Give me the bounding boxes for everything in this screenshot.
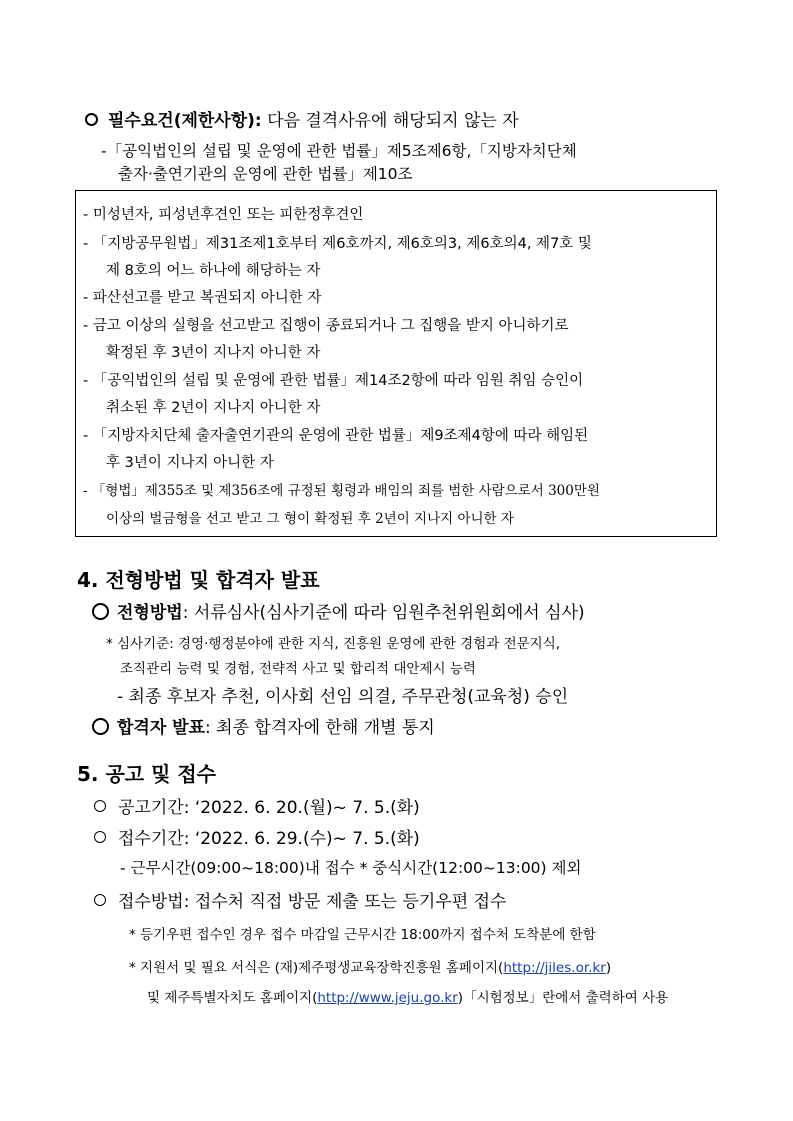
- criteria-line1: * 심사기준: 경영·행정분야에 관한 지식, 진흥원 운영에 관한 경험과 전문지식,: [106, 636, 561, 652]
- box-item-1: - 미성년자, 피성년후견인 또는 피한정후견인: [83, 207, 364, 223]
- circle-bullet-icon: [94, 894, 106, 906]
- requirements-heading: [85, 106, 519, 131]
- box-item-4-cont: 확정된 후 3년이 지나지 아니한 자: [106, 345, 321, 361]
- selection-method: [92, 598, 585, 623]
- work-hours-line: - 근무시간(09:00~18:00)내 접수 * 중식시간(12:00~13:00) 제외: [120, 859, 582, 877]
- section4-heading: 4. 전형방법 및 합격자 발표: [77, 568, 320, 592]
- result-announcement-label: 합격자 발표: [117, 718, 206, 738]
- note-jeju-text: 및 제주특별자치도 홈페이지(: [147, 990, 318, 1006]
- receipt-method-text: 접수방법: 접수처 직접 방문 제출 또는 등기우편 접수: [118, 892, 507, 912]
- law-reference-line2: 출자·출연기관의 운영에 관한 법률」제10조: [118, 165, 413, 183]
- box-item-2-cont: 제 8호의 어느 하나에 해당하는 자: [106, 263, 321, 279]
- final-approval-line: - 최종 후보자 추천, 이사회 선임 의결, 주무관청(교육청) 승인: [117, 687, 569, 707]
- box-item-5-cont: 취소된 후 2년이 지나지 아니한 자: [106, 400, 321, 416]
- box-item-2: - 「지방공무원법」제31조제1호부터 제6호까지, 제6호의3, 제6호의4, 제7호 및: [83, 236, 592, 252]
- box-item-5: - 「공익법인의 설립 및 운영에 관한 법률」제14조2항에 따라 임원 취임 승인이: [83, 373, 584, 389]
- notice-period: [94, 793, 420, 818]
- note-registered-mail: * 등기우편 접수인 경우 접수 마감일 근무시간 18:00까지 접수처 도착분에 한함: [129, 927, 596, 943]
- result-announcement: [92, 713, 435, 738]
- selection-method-text: : 서류심사(심사기준에 따라 임원추천위원회에서 심사): [182, 603, 585, 623]
- requirements-text: 다음 결격사유에 해당되지 않는 자: [261, 111, 519, 131]
- receipt-period-text: 접수기간: ‘2022. 6. 29.(수)~ 7. 5.(화): [118, 829, 420, 849]
- circle-bullet-icon: [92, 603, 109, 620]
- note-forms: [129, 956, 611, 976]
- requirements-label: 필수요건(제한사항):: [108, 111, 262, 131]
- law-reference-line1: -「공익법인의 설립 및 운영에 관한 법률」제5조제6항,「지방자치단체: [101, 142, 577, 160]
- notice-period-text: 공고기간: ‘2022. 6. 20.(월)~ 7. 5.(화): [118, 798, 420, 818]
- receipt-method: [94, 887, 506, 912]
- note-forms-text: * 지원서 및 필요 서식은 (재)제주평생교육장학진흥원 홈페이지(: [129, 960, 504, 976]
- note-jeju: [147, 986, 668, 1006]
- circle-bullet-icon: [94, 831, 106, 843]
- section5-heading: 5. 공고 및 접수: [77, 762, 217, 786]
- jeju-link[interactable]: http://www.jeju.go.kr: [317, 990, 458, 1006]
- circle-bullet-icon: [94, 800, 106, 812]
- box-item-3: - 파산선고를 받고 복권되지 아니한 자: [83, 290, 322, 306]
- box-item-7: - 「형법」제355조 및 제356조에 규정된 횡령과 배임의 죄를 범한 사람으로서 300만원: [83, 483, 600, 499]
- box-item-6-cont: 후 3년이 지나지 아니한 자: [106, 455, 274, 471]
- criteria-line2: 조직관리 능력 및 경험, 전략적 사고 및 합리적 대안제시 능력: [120, 661, 476, 677]
- circle-bullet-icon: [85, 113, 98, 126]
- note-jeju-tail: )「시험정보」란에서 출력하여 사용: [457, 990, 669, 1006]
- jiles-link[interactable]: http://jiles.or.kr: [503, 960, 606, 976]
- receipt-period: [94, 824, 420, 849]
- box-item-7-cont: 이상의 벌금형을 선고 받고 그 형이 확정된 후 2년이 지나지 아니한 자: [106, 511, 514, 527]
- box-item-6: - 「지방자치단체 출자출연기관의 운영에 관한 법률」제9조제4항에 따라 해임된: [83, 428, 589, 444]
- result-announcement-text: : 최종 합격자에 한해 개별 통지: [205, 718, 435, 738]
- box-item-4: - 금고 이상의 실형을 선고받고 집행이 종료되거나 그 집행을 받지 아니하기로: [83, 318, 569, 334]
- note-forms-close: ): [605, 960, 612, 976]
- selection-method-label: 전형방법: [117, 603, 183, 623]
- circle-bullet-icon: [92, 718, 109, 735]
